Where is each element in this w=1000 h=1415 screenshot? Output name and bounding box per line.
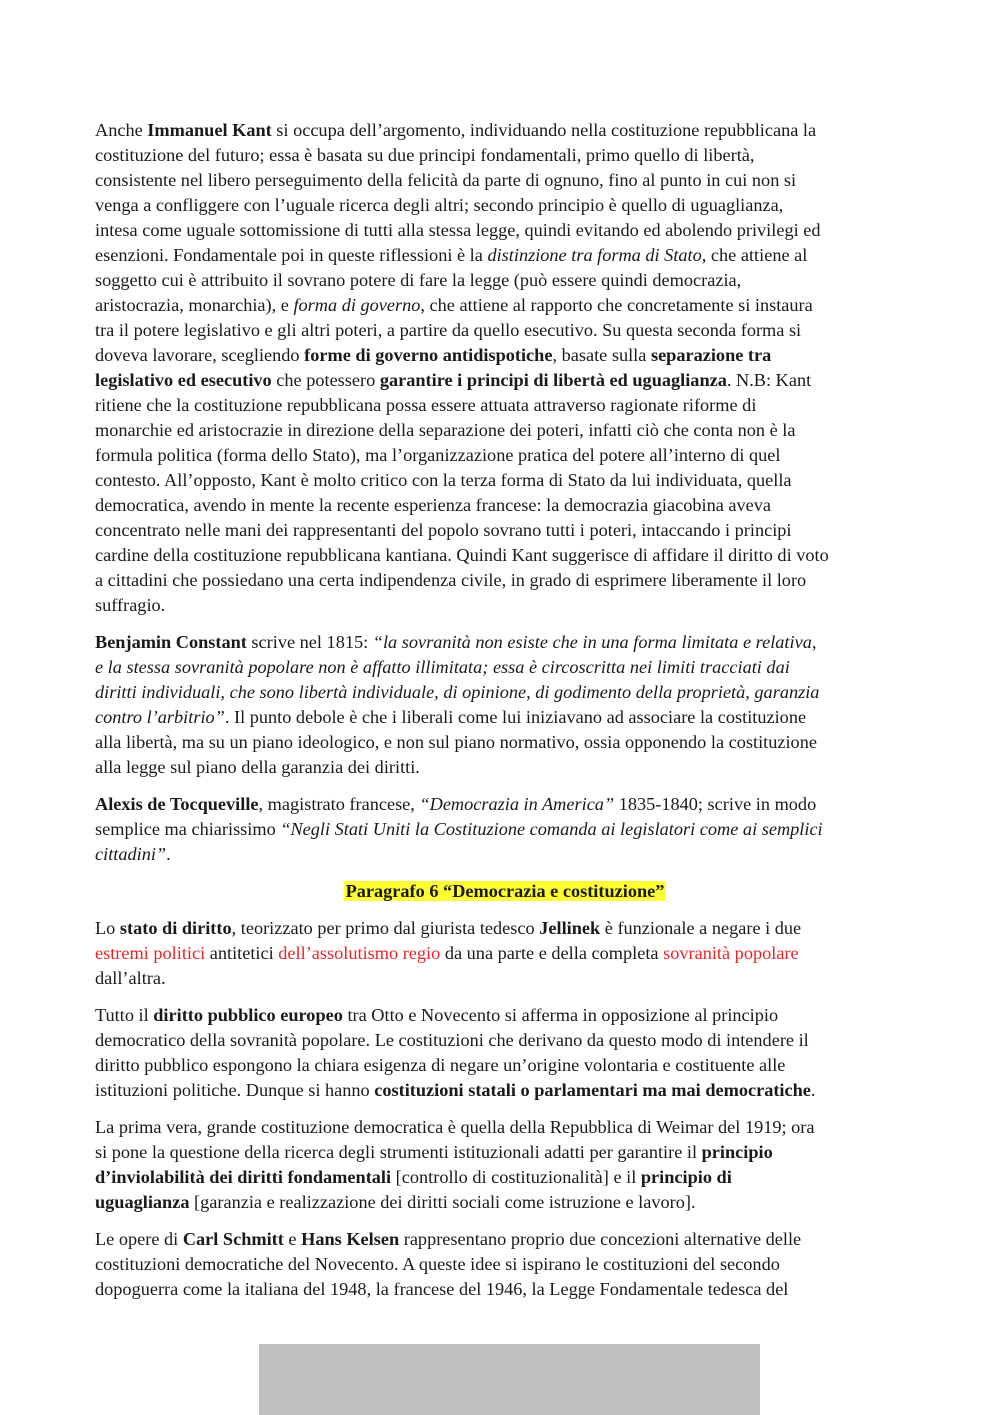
text-run: è funzionale a negare i due [604,918,802,938]
text-run: rappresentano proprio due concezioni alternative delle costituzioni democratiche del Novecento. A queste idee si ispirano le costituzioni del secondo dopoguerra come la italiana del 1948, la francese del 1946, la Legge Fondamentale tedesca del [95,1229,802,1299]
bold-term: principio d’inviolabilità dei diritti fondamentali [95,1142,773,1187]
text-run: che potessero [271,370,380,390]
text-run: . Il punto debole è che i liberali come lui iniziavano ad associare la costituzione alla libertà, ma su un piano ideologico, e non sul piano normativo, ossia opponendo la costituzione alla legge sul piano della garanzia dei diritti. [95,707,817,777]
section-heading: Paragrafo 6 “Democrazia e costituzione” [345,881,665,901]
italic-term: forma di governo [293,295,421,315]
text-run: Lo [95,918,120,938]
bold-term: stato di diritto [119,918,232,938]
paragraph-stato-di-diritto [95,916,915,991]
bold-name-schmitt: Carl Schmitt [182,1229,284,1249]
bold-name-constant: Benjamin Constant [95,632,247,652]
text-run: . N.B: Kant ritiene che la costituzione repubblicana possa essere attuata attraverso ragionate riforme di monarchie ed aristocrazie in direzione della separazione dei poteri, infatti ciò che conta non è la formula politica (forma dello Stato), ma l’organizzazione pratica del potere all’interno di quel contesto. All’opposto, Kant è molto critico con la terza forma di Stato da lui individuata, quella democratica, avendo in mente la recente esperienza francese: la democrazia giacobina aveva concentrato nelle mani dei rappresentanti del popolo sovrano tutti i poteri, intaccando i principi cardine della costituzione repubblicana kantiana. Quindi Kant suggerisce di affidare il diritto di voto a cittadini che possiedano una certa indipendenza civile, in grado di esprimere liberamente il loro suffragio. [95,370,829,615]
text-run: , che attiene al soggetto cui è attribuito il sovrano potere di fare la legge (può essere quindi democrazia, aristocrazia, monarchia), e [95,245,808,315]
text-run: [controllo di costituzionalità] e il [391,1167,641,1187]
bold-term: costituzioni statali o parlamentari ma mai democratiche [374,1080,811,1100]
text-run: , che attiene al rapporto che concretamente si instaura tra il potere legislativo e gli altri poteri, a partire da quello esecutivo. Su questa seconda forma si doveva lavorare, scegliendo [95,295,813,365]
text-run: scrive nel 1815: [246,632,373,652]
text-run: 1835-1840; scrive in modo semplice ma chiarissimo [95,794,817,839]
text-run: Le opere di [95,1229,183,1249]
paragraph-diritto-pubblico [95,1003,915,1103]
text-run: dall’altra. [95,968,166,988]
italic-quote: “la sovranità non esiste che in una forma limitata e relativa, e la stessa sovranità popolare non è affatto illimitata; essa è circoscritta nei limiti tracciati dai diritti individuali, che sono libertà individuale, di opinione, di godimento della proprietà, garanzia contro l’arbitrio” [95,632,820,727]
text-run: si occupa dell’argomento, individuando nella costituzione repubblicana la costituzione del futuro; essa è basata su due principi fondamentali, primo quello di libertà, consistente nel libero perseguimento della felicità da parte di ognuno, fino al punto in cui non si venga a confliggere con l’uguale ricerca degli altri; secondo principio è quello di uguaglianza, intesa come uguale sottomissione di tutti alla stessa legge, quindi evitando ed abolendo privilegi ed esenzioni. Fondamentale poi in queste riflessioni è la [95,120,821,265]
text-run: [garanzia e realizzazione dei diritti sociali come istruzione e lavoro]. [189,1192,696,1212]
text-run: e [283,1229,302,1249]
red-highlight-text: sovranità popolare [663,943,799,963]
text-run: Tutto il [95,1005,154,1025]
paragraph-constant [95,630,915,780]
bold-term: separazione tra legislativo ed esecutivo [95,345,772,390]
bold-name-tocqueville: Alexis de Tocqueville [95,794,259,814]
text-run: Anche [95,120,148,140]
text-run: . [166,844,171,864]
text-run: antitetici [205,943,279,963]
italic-quote: “Negli Stati Uniti la Costituzione comanda ai legislatori come ai semplici cittadini” [95,819,823,864]
red-highlight-text: estremi politici [95,943,206,963]
footer-placeholder-bar [259,1344,760,1415]
text-run: , magistrato francese, [258,794,420,814]
italic-term: distinzione tra forma di Stato [487,245,702,265]
text-run: , basate sulla [552,345,651,365]
bold-name-jellinek: Jellinek [539,918,601,938]
paragraph-schmitt-kelsen [95,1227,915,1302]
red-highlight-text: dell’assolutismo regio [278,943,441,963]
document-page [95,118,915,1314]
paragraph-weimar [95,1115,915,1215]
bold-term: diritto pubblico europeo [153,1005,343,1025]
bold-term: garantire i principi di libertà ed uguaglianza [379,370,727,390]
bold-term: principio di uguaglianza [95,1167,732,1212]
bold-term: forme di governo antidispotiche [304,345,553,365]
text-run: , teorizzato per primo dal giurista tedesco [231,918,540,938]
text-run: tra Otto e Novecento si afferma in opposizione al principio democratico della sovranità popolare. Le costituzioni che derivano da questo modo di intendere il diritto pubblico espongono la chiara esigenza di negare un’origine volontaria e costituente alle istituzioni politiche. Dunque si hanno [95,1005,809,1100]
text-run: da una parte e della completa [440,943,664,963]
bold-name-kelsen: Hans Kelsen [301,1229,400,1249]
text-run: La prima vera, grande costituzione democratica è quella della Repubblica di Weimar del 1919; ora si pone la questione della ricerca degli strumenti istituzionali adatti per garantire il [95,1117,815,1162]
paragraph-kant [95,118,915,618]
bold-name-kant: Immanuel Kant [147,120,272,140]
italic-title: “Democrazia in America” [419,794,615,814]
section-heading-wrap [95,879,915,904]
text-run: . [810,1080,816,1100]
paragraph-tocqueville [95,792,915,867]
